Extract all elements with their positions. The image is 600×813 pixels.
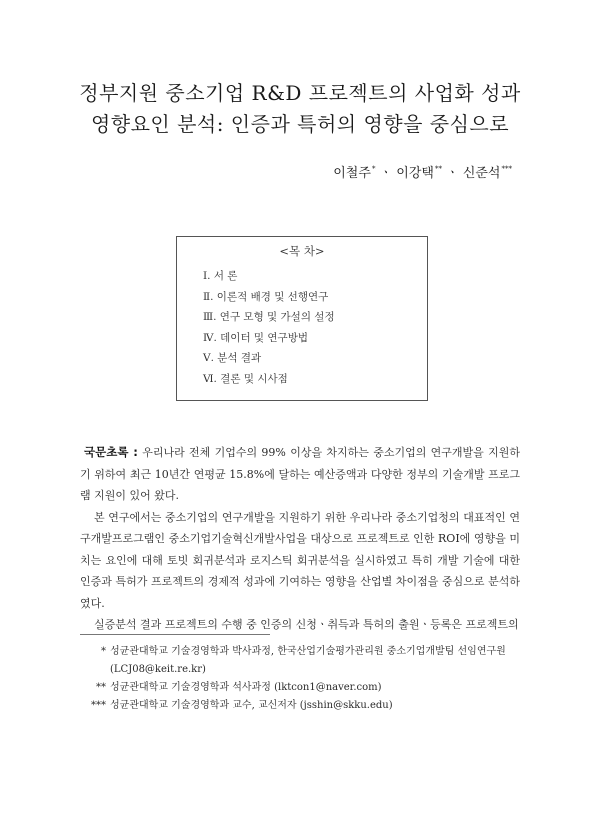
abstract-paragraph (80, 442, 520, 507)
toc-heading: <목 차> (279, 244, 325, 258)
footnote-mark: * (101, 646, 106, 657)
toc-item: Ⅲ. 연구 모형 및 가설의 설정 (203, 311, 335, 324)
author-mark: ** (434, 165, 442, 173)
author-name: 이강택 (396, 166, 434, 181)
footnote-item (86, 679, 526, 697)
title-line-2: 영향요인 분석: 인증과 특허의 영향을 중심으로 (90, 112, 510, 136)
abstract-paragraph: 본 연구에서는 중소기업의 연구개발을 지원하기 위한 우리나라 중소기업청의 대표적인 연구개발프로그램인 중소기업기술혁신개발사업을 대상으로 프로젝트로 인한 ROI에 영향을 미치는 요인에 대해 토빗 회귀분석과 로지스틱 회귀분석을 실시하였고 특히 개발 기술에 대한 인증과 특허가 프로젝트의 경제적 성과에 기여하는 영향을 산업별 차이점을 중심으로 분석하였다. (80, 510, 520, 610)
footnote-divider (80, 634, 270, 635)
author-mark: * (371, 165, 376, 173)
toc-item: Ⅰ. 서 론 (203, 270, 238, 282)
toc-item: Ⅵ. 결론 및 시사점 (203, 372, 288, 385)
toc-list (203, 266, 335, 390)
footnote-text: 성균관대학교 기술경영학과 석사과정 (lktcon1@naver.com) (110, 682, 382, 693)
toc-item: Ⅱ. 이론적 배경 및 선행연구 (203, 290, 329, 303)
abstract-label: 국문초록 : (84, 445, 138, 459)
footnote-text: 성균관대학교 기술경영학과 교수, 교신저자 (jsshin@skku.edu) (110, 700, 393, 711)
author-name: 이철주 (333, 166, 371, 181)
author-list (333, 162, 512, 181)
author-separator: ㆍ (446, 166, 459, 181)
footnote-item (86, 697, 526, 715)
footnote-mark: *** (91, 700, 106, 711)
toc-item: Ⅴ. 분석 결과 (203, 352, 262, 365)
footnote-text: 성균관대학교 기술경영학과 박사과정, 한국산업기술평가관리원 중소기업개발팀 선임연구원 (110, 646, 506, 657)
abstract-paragraph: 실증분석 결과 프로젝트의 수행 중 인증의 신청ㆍ취득과 특허의 출원ㆍ등록은 프로젝트의 (94, 618, 519, 631)
footnote-mark: ** (96, 682, 106, 693)
paper-title (60, 78, 540, 140)
author-separator: ㆍ (379, 166, 393, 181)
author-mark: *** (501, 165, 512, 173)
footnotes (86, 643, 526, 715)
table-of-contents (176, 236, 428, 401)
title-line-1: 정부지원 중소기업 R&D 프로젝트의 사업화 성과 (79, 81, 521, 105)
abstract-text: 우리나라 전체 기업수의 99% 이상을 차지하는 중소기업의 연구개발을 지원하기 위하여 최근 10년간 연평균 15.8%에 달하는 예산증액과 다양한 정부의 기술개발 프로그램 지원이 있어 왔다. (80, 446, 521, 502)
toc-item: Ⅳ. 데이터 및 연구방법 (203, 331, 308, 344)
footnote-item (86, 643, 526, 679)
author-name: 신준석 (462, 166, 501, 181)
footnote-email: (LCJ08@keit.re.kr) (110, 664, 206, 675)
korean-abstract (80, 442, 520, 636)
